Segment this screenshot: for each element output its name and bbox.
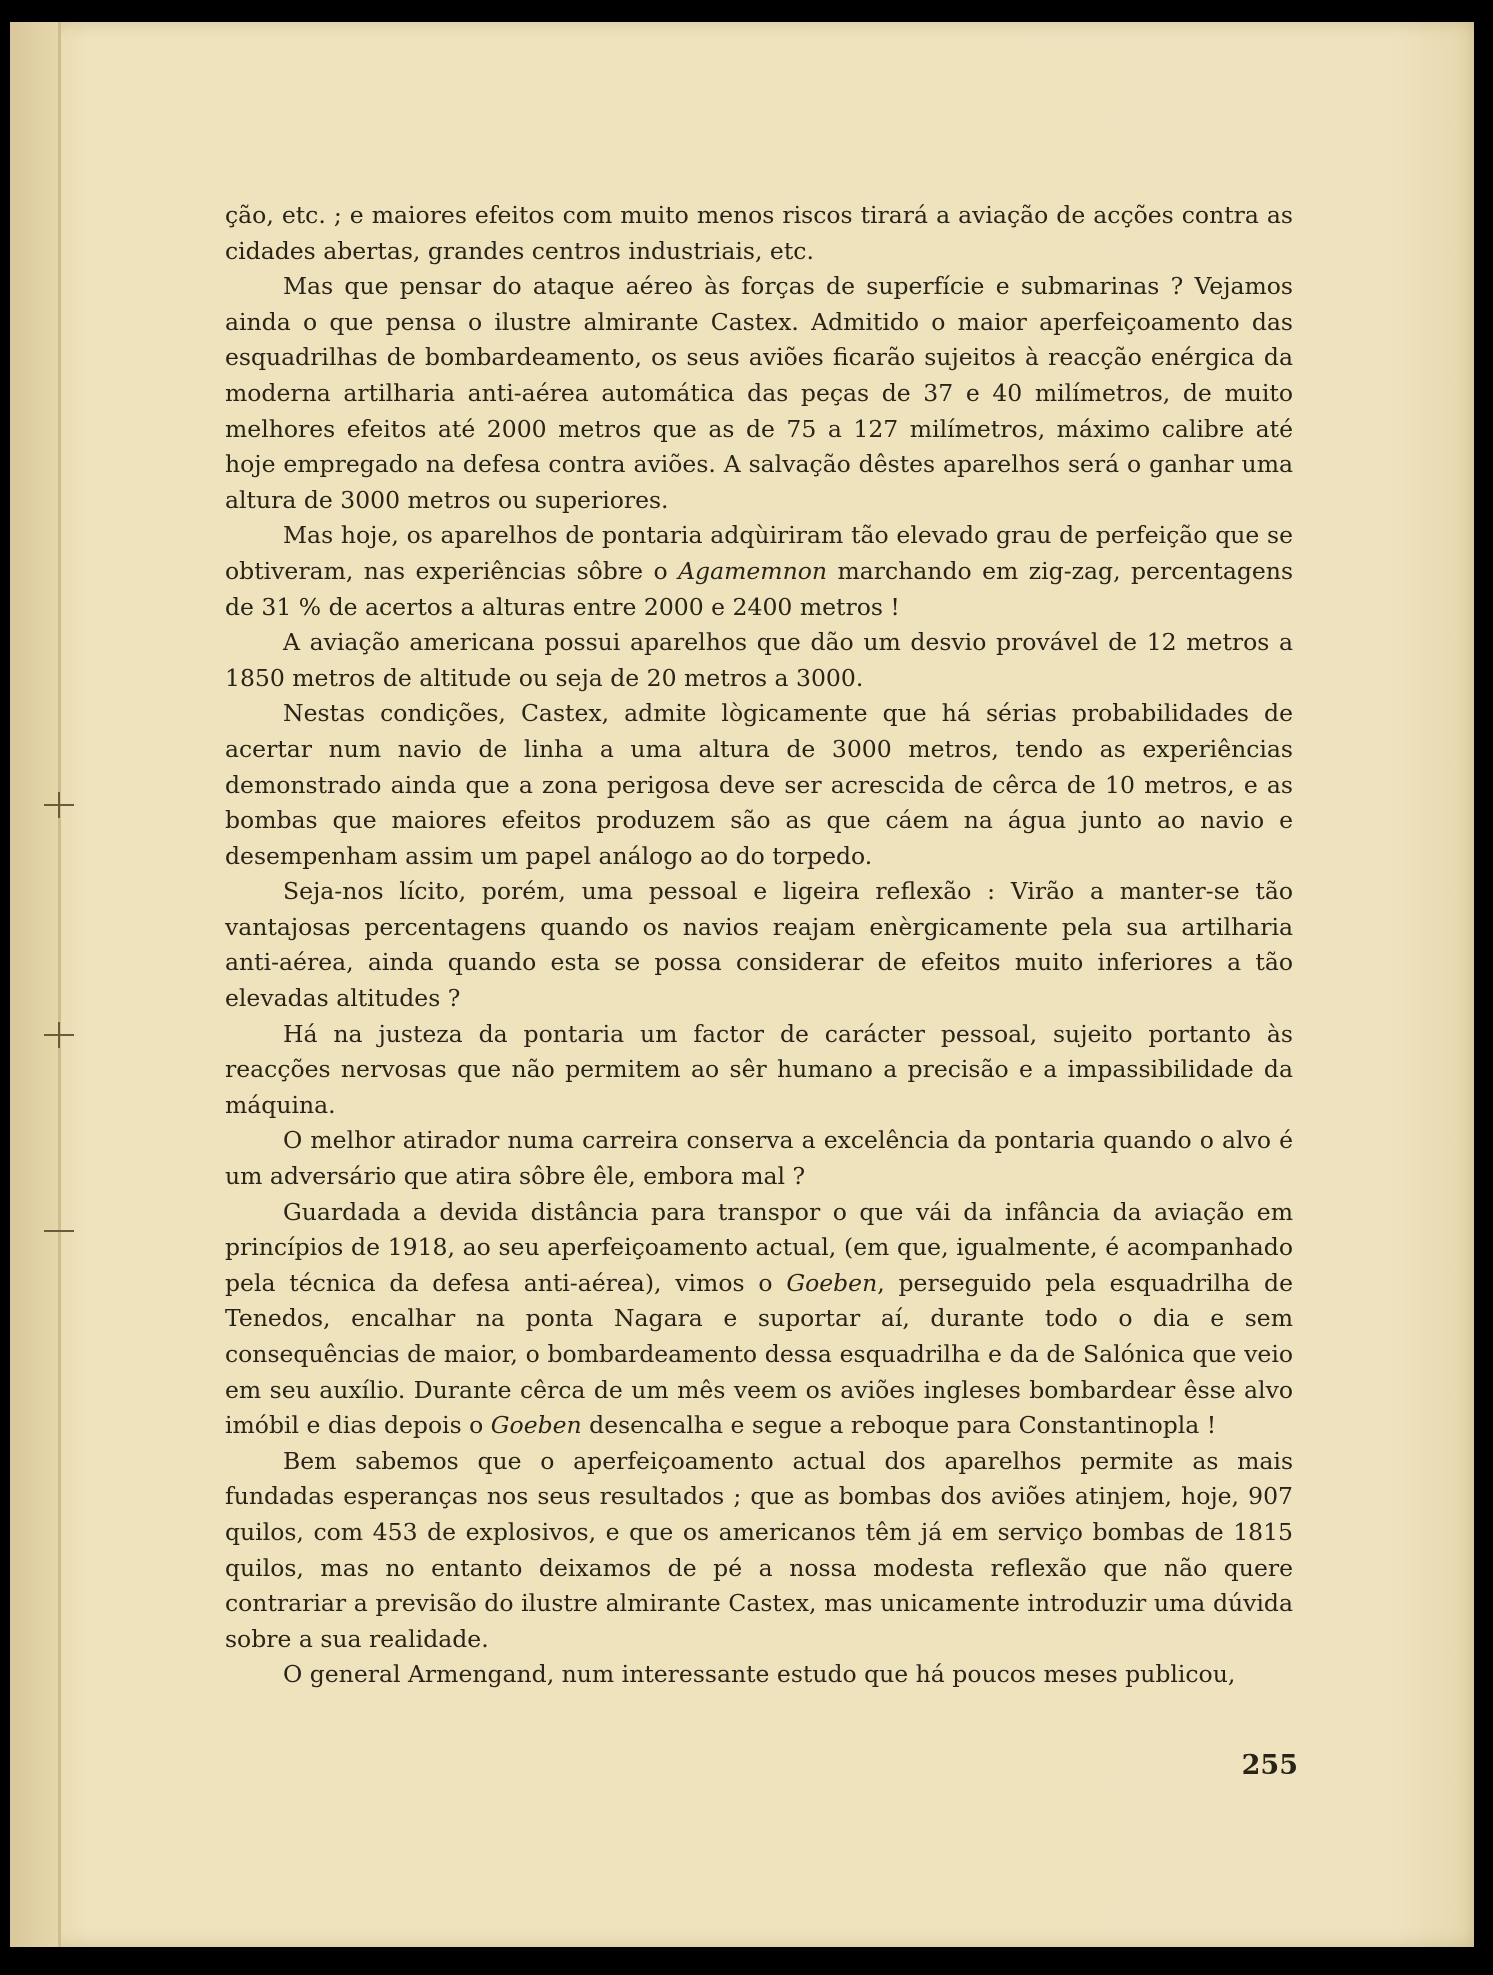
paragraph-text: desencalha e segue a reboque para Constantinopla ! (581, 1411, 1217, 1440)
paragraph-text: Guardada a devida distância para transpor o que vái da infância da aviação em princípios de 1918, ao seu aperfeiçoamento actual, (em que, igualmente, é acompanhado pela técnica da defesa anti-aérea), vimos o (225, 1197, 1293, 1297)
page-gutter (10, 22, 58, 1947)
paragraph (225, 1195, 1293, 1444)
paragraph-text: marchando em zig-zag, percentagens de 31 % de acertos a alturas entre 2000 e 2400 metros ! (225, 556, 1293, 621)
paragraph-text: Mas que pensar do ataque aéreo às forças de superfície e submarinas ? Vejamos ainda o que pensa o ilustre almirante Castex. Admitido o maior aperfeiçoamento das esquadrilhas de bombardeamento, os seus aviões ficarão sujeitos à reacção enérgica da moderna artilharia anti-aérea automática das peças de 37 e 40 milímetros, de muito melhores efeitos até 2000 metros que as de 75 a 127 milímetros, máximo calibre até hoje empregado na defesa contra aviões. A salvação dêstes aparelhos será o ganhar uma altura de 3000 metros ou superiores. (225, 272, 1293, 514)
paragraph-text: A aviação americana possui aparelhos que dão um desvio provável de 12 metros a 1850 metros de altitude ou seja de 20 metros a 3000. (225, 628, 1293, 692)
paragraph-text: Seja-nos lícito, porém, uma pessoal e ligeira reflexão : Virão a manter-se tão vantajosas percentagens quando os navios reajam enèrgicamente pela sua artilharia anti-aérea, ainda quando esta se possa considerar de efeitos muito inferiores a tão elevadas altitudes ? (225, 877, 1293, 1013)
paragraph (225, 1123, 1293, 1194)
body-text (225, 198, 1293, 1693)
margin-mark (44, 1230, 74, 1232)
paragraph-text: O general Armengand, num interessante estudo que há poucos meses publicou, (283, 1660, 1236, 1689)
paragraph (225, 198, 1293, 269)
paragraph (225, 696, 1293, 874)
italic-ship-name: Goeben (490, 1411, 582, 1440)
paragraph-text: Há na justeza da pontaria um factor de carácter pessoal, sujeito portanto às reacções nervosas que não permitem ao sêr humano a precisão e a impassibilidade da máquina. (225, 1019, 1293, 1119)
paragraph (225, 269, 1293, 518)
paragraph (225, 874, 1293, 1016)
paragraph-text: O melhor atirador numa carreira conserva a excelência da pontaria quando o alvo é um adversário que atira sôbre êle, embora mal ? (225, 1126, 1293, 1191)
paragraph (225, 1657, 1293, 1693)
paragraph-text: Bem sabemos que o aperfeiçoamento actual dos aparelhos permite as mais fundadas esperanças nos seus resultados ; que as bombas dos aviões atinjem, hoje, 907 quilos, com 453 de explosivos, e que os americanos têm já em serviço bombas de 1815 quilos, mas no entanto deixamos de pé a nossa modesta reflexão que não quere contrariar a previsão do ilustre almirante Castex, mas unicamente introduzir uma dúvida sobre a sua realidade. (225, 1446, 1293, 1653)
paragraph (225, 1444, 1293, 1658)
book-page (10, 22, 1474, 1947)
page-number: 255 (1241, 1750, 1298, 1781)
margin-mark (58, 792, 60, 818)
margin-mark (58, 1022, 60, 1048)
paragraph-text: ção, etc. ; e maiores efeitos com muito menos riscos tirará a aviação de acções contra as cidades abertas, grandes centros industriais, etc. (225, 201, 1293, 265)
gutter-fold-line (58, 22, 61, 1947)
italic-ship-name: Agamemnon (678, 556, 827, 585)
paragraph (225, 625, 1293, 696)
paragraph (225, 1017, 1293, 1124)
paragraph-text: Nestas condições, Castex, admite lògicamente que há sérias probabilidades de acertar num navio de linha a uma altura de 3000 metros, tendo as experiências demonstrado ainda que a zona perigosa deve ser acrescida de cêrca de 10 metros, e as bombas que maiores efeitos produzem são as que cáem na água junto ao navio e desempenham assim um papel análogo ao do torpedo. (225, 699, 1293, 870)
paragraph-text: , perseguido pela esquadrilha de Tenedos, encalhar na ponta Nagara e suportar aí, durante todo o dia e sem consequências de maior, o bombardeamento dessa esquadrilha e da de Salónica que veio em seu auxílio. Durante cêrca de um mês veem os aviões ingleses bombardear êsse alvo imóbil e dias depois o (225, 1268, 1293, 1440)
paragraph (225, 518, 1293, 625)
paragraph-text: Mas hoje, os aparelhos de pontaria adqùiriram tão elevado grau de perfeição que se obtiveram, nas experiências sôbre o (225, 521, 1293, 585)
italic-ship-name: Goeben (786, 1268, 878, 1297)
